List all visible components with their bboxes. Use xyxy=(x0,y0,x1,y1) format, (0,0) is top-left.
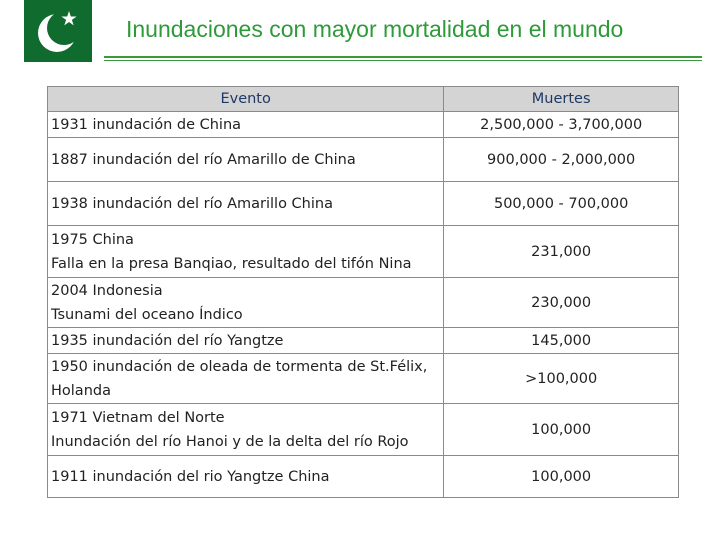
event-line: 1975 China xyxy=(51,231,134,248)
flag-logo xyxy=(24,0,92,62)
deaths-cell: 2,500,000 - 3,700,000 xyxy=(444,112,679,138)
table-row xyxy=(48,182,679,226)
event-line: 1950 inundación de oleada de tormenta de St.Félix, xyxy=(51,358,428,375)
event-cell xyxy=(48,404,444,456)
event-cell xyxy=(48,226,444,278)
event-line: Tsunami del oceano Índico xyxy=(51,306,243,323)
table-row xyxy=(48,354,679,404)
table-row xyxy=(48,226,679,278)
table-row xyxy=(48,278,679,328)
floods-table xyxy=(47,86,679,498)
event-cell xyxy=(48,278,444,328)
table-header-row xyxy=(48,87,679,112)
deaths-cell: 231,000 xyxy=(444,226,679,278)
table-row xyxy=(48,112,679,138)
deaths-cell: 145,000 xyxy=(444,328,679,354)
table-row xyxy=(48,456,679,498)
event-cell xyxy=(48,456,444,498)
event-cell xyxy=(48,328,444,354)
event-cell xyxy=(48,138,444,182)
table-row xyxy=(48,328,679,354)
deaths-cell: 100,000 xyxy=(444,456,679,498)
event-line: 1887 inundación del río Amarillo de China xyxy=(51,151,356,168)
event-line: 1935 inundación del río Yangtze xyxy=(51,332,284,349)
event-cell xyxy=(48,112,444,138)
table-row xyxy=(48,138,679,182)
column-header-deaths: Muertes xyxy=(444,87,679,112)
event-cell xyxy=(48,354,444,404)
title-divider-thin xyxy=(104,60,702,61)
page-title: Inundaciones con mayor mortalidad en el mundo xyxy=(126,16,624,42)
deaths-cell: >100,000 xyxy=(444,354,679,404)
table-row xyxy=(48,404,679,456)
event-line: 2004 Indonesia xyxy=(51,282,163,299)
event-line: 1971 Vietnam del Norte xyxy=(51,409,225,426)
event-line: Inundación del río Hanoi y de la delta del río Rojo xyxy=(51,433,409,450)
title-divider xyxy=(104,56,702,58)
event-line: 1938 inundación del río Amarillo China xyxy=(51,195,333,212)
deaths-cell: 900,000 - 2,000,000 xyxy=(444,138,679,182)
event-line: 1931 inundación de China xyxy=(51,116,242,133)
deaths-cell: 230,000 xyxy=(444,278,679,328)
column-header-event: Evento xyxy=(48,87,444,112)
event-line: 1911 inundación del rio Yangtze China xyxy=(51,468,330,485)
crescent-star-icon xyxy=(24,0,92,62)
event-cell xyxy=(48,182,444,226)
deaths-cell: 500,000 - 700,000 xyxy=(444,182,679,226)
deaths-cell: 100,000 xyxy=(444,404,679,456)
event-line: Holanda xyxy=(51,382,111,399)
event-line: Falla en la presa Banqiao, resultado del tifón Nina xyxy=(51,255,412,272)
